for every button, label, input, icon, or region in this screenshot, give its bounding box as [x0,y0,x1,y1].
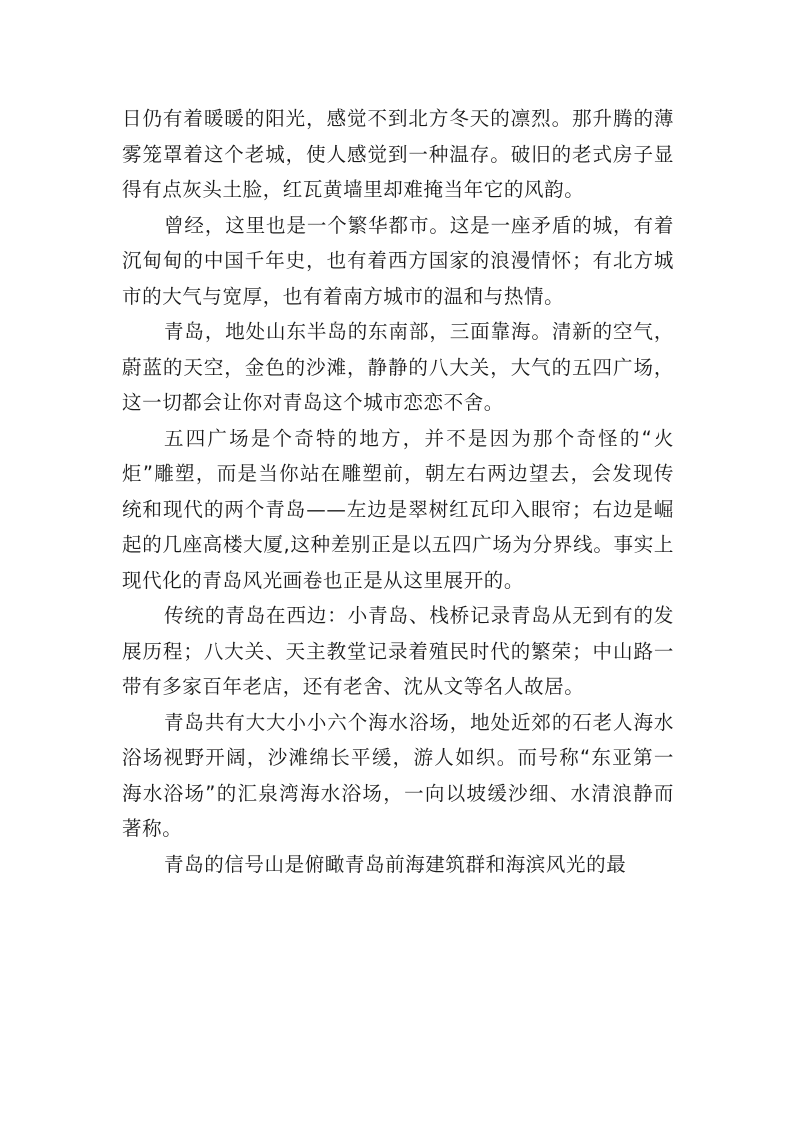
paragraph: 传统的青岛在西边：小青岛、栈桥记录青岛从无到有的发展历程；八大关、天主教堂记录着殖民时代的繁荣；中山路一带有多家百年老店，还有老舍、沈从文等名人故居。 [122,604,674,698]
paragraph: 青岛，地处山东半岛的东南部，三面靠海。清新的空气，蔚蓝的天空，金色的沙滩，静静的八大关，大气的五四广场，这一切都会让你对青岛这个城市恋恋不舍。 [122,320,674,414]
paragraph: 青岛共有大大小小六个海水浴场，地处近郊的石老人海水浴场视野开阔，沙滩绵长平缓，游人如织。而号称“东亚第一海水浴场”的汇泉湾海水浴场，一向以坡缓沙细、水清浪静而著称。 [122,710,674,840]
body-text [122,101,674,882]
paragraph-truncated: 青岛的信号山是俯瞰青岛前海建筑群和海滨风光的最 [164,852,627,876]
paragraph: 五四广场是个奇特的地方，并不是因为那个奇怪的“火炬”雕塑，而是当你站在雕塑前，朝左右两边望去，会发现传统和现代的两个青岛——左边是翠树红瓦印入眼帘；右边是崛起的几座高楼大厦,这种差别正是以五四广场为分界线。事实上现代化的青岛风光画卷也正是从这里展开的。 [122,426,674,592]
paragraph-continued: 日仍有着暖暖的阳光，感觉不到北方冬天的凛烈。那升腾的薄雾笼罩着这个老城，使人感觉到一种温存。破旧的老式房子显得有点灰头土脸，红瓦黄墙里却难掩当年它的风韵。 [122,107,674,201]
paragraph: 曾经，这里也是一个繁华都市。这是一座矛盾的城，有着沉甸甸的中国千年史，也有着西方国家的浪漫情怀；有北方城市的大气与宽厚，也有着南方城市的温和与热情。 [122,213,674,308]
